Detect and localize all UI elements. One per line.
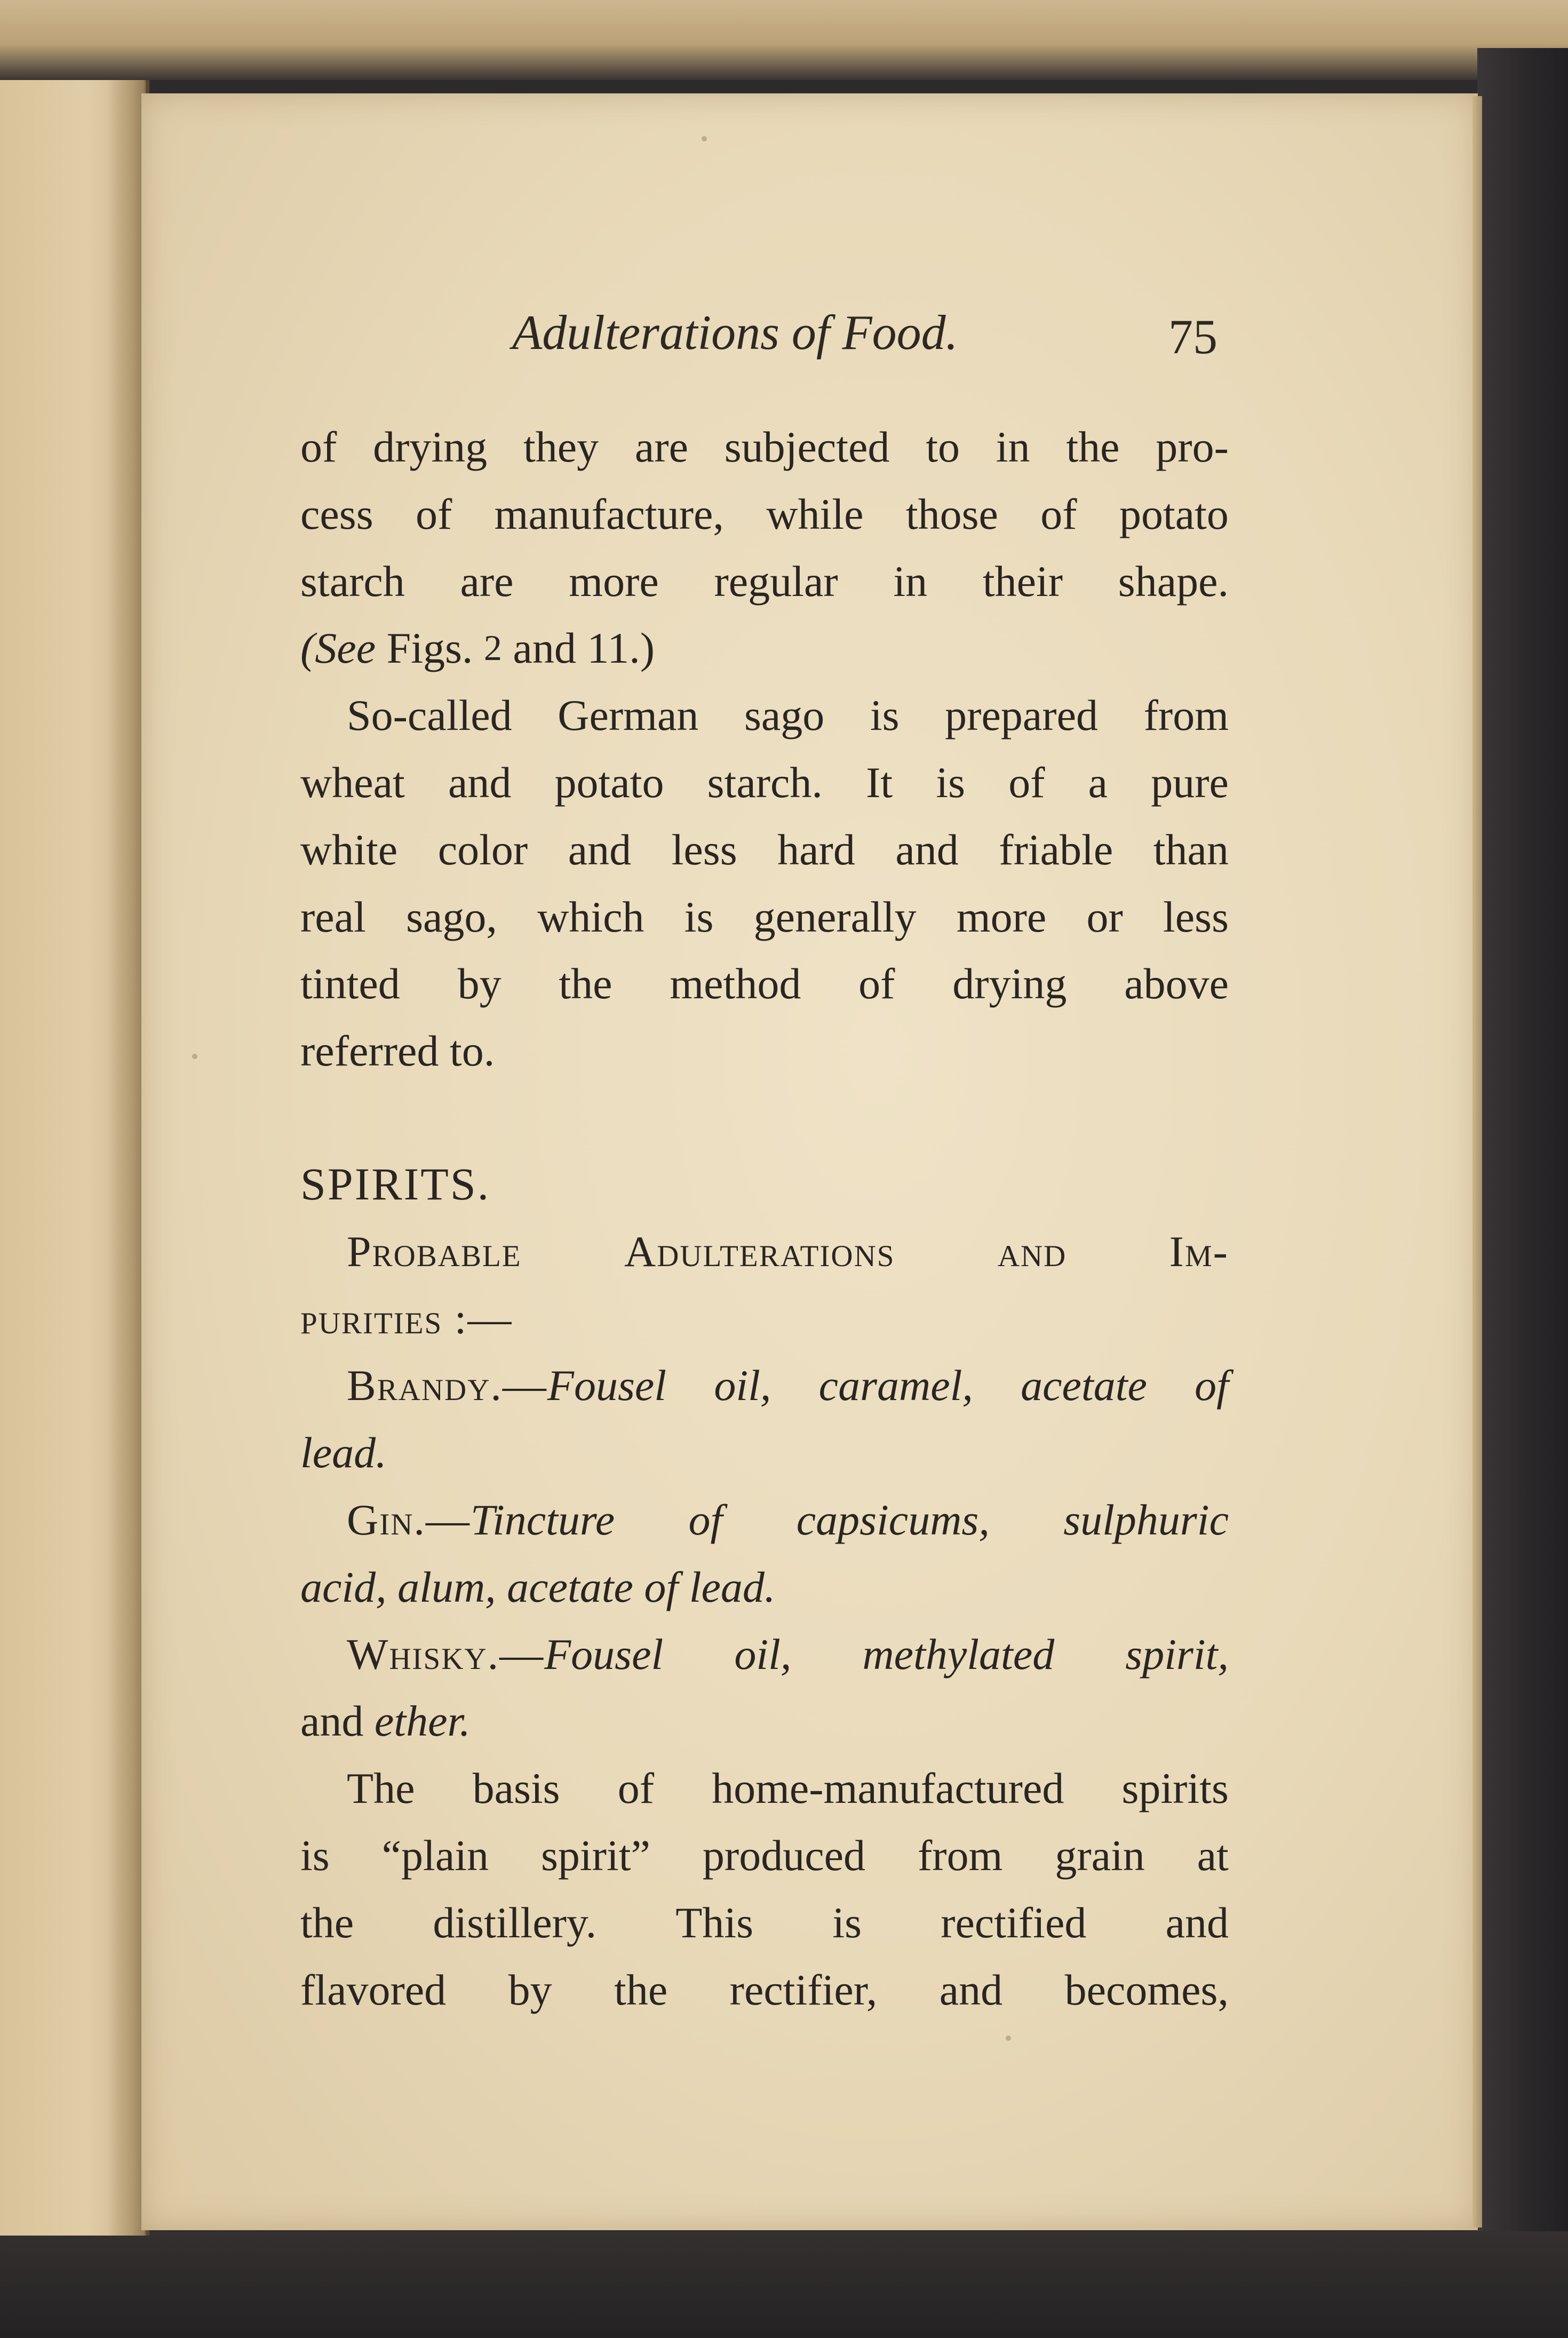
section-title: SPIRITS. [300,1158,491,1210]
page-number: 75 [1168,309,1217,364]
gin-entry-continued: acid, alum, acetate of lead. [300,1562,776,1611]
text-line: The basis of home-manufactured spirits [347,1764,1229,1813]
paper-speck [192,1054,197,1059]
paper-speck [702,136,707,141]
section-subtitle-continued: purities :— [300,1294,513,1343]
text-line: cess of manufacture, while those of potato [300,489,1229,538]
book-cover-bottom [0,2231,1568,2338]
text-line: flavored by the rectifier, and becomes, [300,1965,1229,2014]
text-line: is “plain spirit” produced from grain at [300,1831,1229,1880]
whisky-entry-continued: and ether. [300,1697,471,1746]
text-line: starch are more regular in their shape. [300,556,1229,606]
text-line: So-called German sago is prepared from [347,691,1229,740]
book-cover-right [1477,48,1568,2338]
page-edge [1473,96,1482,2228]
text-line: of drying they are subjected to in the pro- [300,423,1229,471]
text-line: white color and less hard and friable than [300,825,1229,874]
whisky-entry: Whisky.—Fousel oil, methylated spirit, [347,1629,1229,1679]
text-line: tinted by the method of drying above [300,959,1229,1008]
section-gap [300,1085,1229,1151]
body-text [300,413,1229,2023]
running-head: Adulterations of Food. [512,305,958,360]
text-line: real sago, which is generally more or less [300,892,1229,941]
section-subtitle: Probable Adulterations and Im- [347,1227,1229,1276]
book-cover-top [0,0,1568,80]
text-line: referred to. [300,1027,495,1076]
text-line: the distillery. This is rectified and [300,1898,1229,1947]
paper-speck [1006,2035,1011,2041]
text-line: (See Figs. 2 and 11.) [300,624,655,673]
gin-entry: Gin.—Tincture of capsicums, sulphuric [347,1495,1229,1544]
text-line: wheat and potato starch. It is of a pure [300,758,1229,807]
brandy-entry: Brandy.—Fousel oil, caramel, acetate of [347,1361,1229,1410]
brandy-entry-continued: lead. [300,1428,387,1477]
